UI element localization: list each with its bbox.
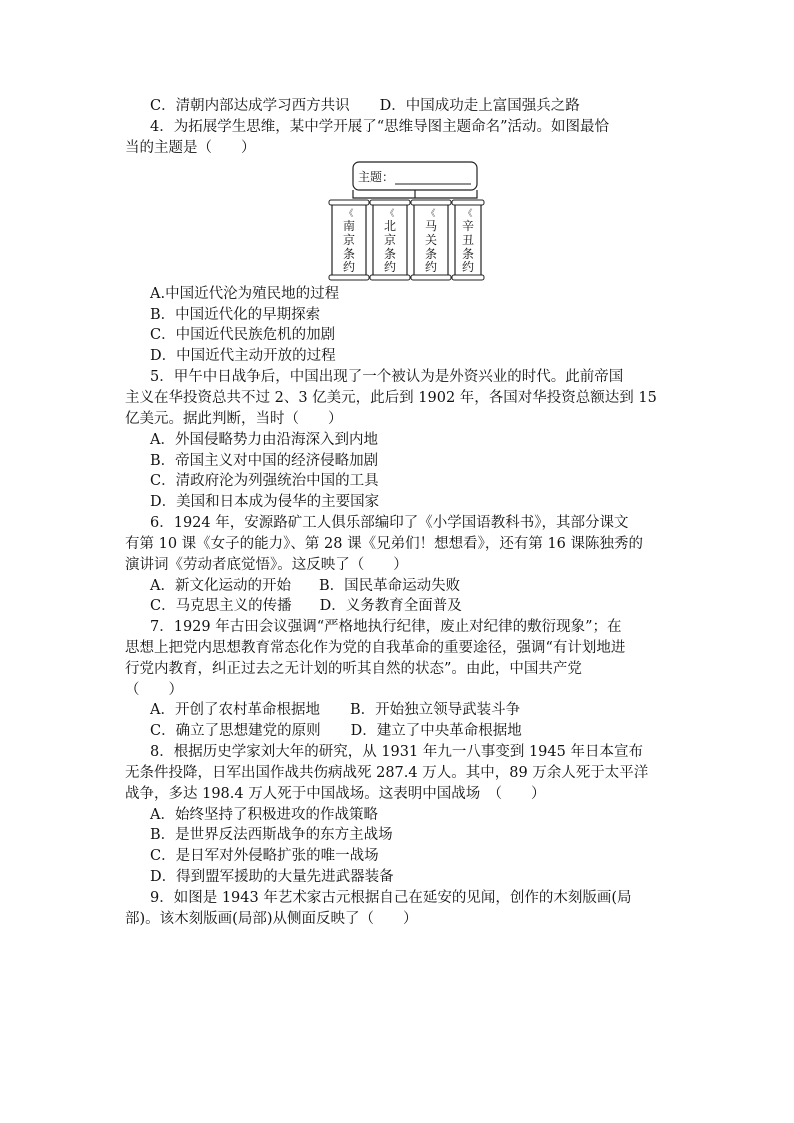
q6-stem-1: 6．1924 年，安源路矿工人俱乐部编印了《小学国语教科书》，其部分课文	[150, 515, 629, 531]
q3-options-cd	[150, 96, 580, 117]
svg-text:条: 条	[461, 247, 475, 261]
q9-stem-1: 9．如图是 1943 年艺术家古元根据自己在延安的见闻，创作的木刻版画(局	[150, 890, 632, 906]
q8-stem-1: 8．根据历史学家刘大年的研究，从 1931 年九一八事变到 1945 年日本宣布	[150, 744, 643, 760]
scroll-xinchou	[452, 200, 484, 280]
q4-option-c: C．中国近代民族危机的加剧	[150, 327, 336, 343]
q4-option-a: A.中国近代沦为殖民地的过程	[150, 286, 340, 302]
svg-text:丑: 丑	[461, 233, 475, 247]
q4-stem: 4．为拓展学生思维，某中学开展了“思维导图主题命名”活动。如图最恰	[150, 119, 610, 135]
q3-option-d: D．中国成功走上富国强兵之路	[379, 98, 580, 114]
q5-stem-2: 主义在华投资总共不过 2、3 亿美元，此后到 1902 年，各国对华投资总额达到 15	[125, 390, 657, 406]
q8-stem-3: 战争，多达 198.4 万人死于中国战场。这表明中国战场 （ ）	[125, 786, 546, 802]
q4-option-d: D．中国近代主动开放的过程	[150, 348, 336, 364]
q7-option-d: D．建立了中央革命根据地	[350, 723, 522, 739]
q5-option-b: B．帝国主义对中国的经济侵略加剧	[150, 453, 379, 469]
q6-option-d: D．义务教育全面普及	[319, 598, 462, 614]
svg-text:条: 条	[424, 247, 438, 261]
q7-stem-2: 思想上把党内思想教育常态化作为党的自我革命的重要途径，强调“有计划地进	[125, 640, 626, 656]
q6-options-ab	[150, 576, 460, 597]
q7-option-a: A．开创了农村革命根据地	[150, 702, 320, 718]
q3-option-c: C．清朝内部达成学习西方共识	[150, 98, 350, 114]
q4-option-b: B．中国近代化的早期探索	[150, 307, 321, 323]
svg-text:《: 《	[463, 209, 473, 219]
svg-text:北: 北	[383, 219, 397, 233]
q4-stem-cont: 当的主题是（ ）	[125, 140, 256, 156]
q9-stem-2: 部)。该木刻版画(局部)从侧面反映了（ ）	[125, 911, 418, 927]
q7-stem-4: （ ）	[125, 682, 183, 698]
svg-text:条: 条	[383, 247, 397, 261]
q8-option-b: B．是世界反法西斯战争的东方主战场	[150, 827, 393, 843]
q6-option-c: C．马克思主义的传播	[150, 598, 292, 614]
q5-stem-3: 亿美元。据此判断，当时（ ）	[125, 411, 343, 427]
svg-text:条: 条	[342, 247, 356, 261]
q5-option-a: A．外国侵略势力由沿海深入到内地	[150, 432, 378, 448]
q5-stem-1: 5．甲午中日战争后，中国出现了一个被认为是外资兴业的时代。此前帝国	[150, 369, 624, 385]
scroll-nanjing	[329, 200, 369, 280]
svg-text:约: 约	[424, 260, 438, 274]
q6-option-a: A．新文化运动的开始	[150, 578, 291, 594]
theme-label: 主题：	[358, 170, 395, 184]
scroll-text-1a: 南	[342, 219, 356, 233]
svg-text:辛: 辛	[461, 219, 475, 233]
q7-option-c: C．确立了思想建党的原则	[150, 723, 321, 739]
q7-stem-3: 行党内教育，纠正过去之无计划的听其自然的状态”。由此，中国共产党	[125, 661, 582, 677]
q8-stem-2: 无条件投降，日军出国作战共伤病战死 287.4 万人。其中，89 万余人死于太平洋	[125, 765, 649, 781]
svg-text:《: 《	[426, 209, 436, 219]
scroll-beijing	[370, 200, 410, 280]
svg-text:京: 京	[342, 233, 356, 247]
q7-options-ab	[150, 700, 520, 721]
svg-text:约: 约	[383, 260, 397, 274]
q5-option-d: D．美国和日本成为侵华的主要国家	[150, 494, 380, 510]
q8-option-d: D．得到盟军援助的大量先进武器装备	[150, 869, 394, 885]
svg-text:约: 约	[342, 260, 356, 274]
q8-option-c: C．是日军对外侵略扩张的唯一战场	[150, 848, 379, 864]
svg-text:马: 马	[424, 219, 438, 233]
q6-stem-3: 演讲词《劳动者底觉悟》。这反映了（ ）	[125, 557, 408, 573]
mind-map-figure	[325, 160, 485, 282]
svg-text:《: 《	[344, 209, 354, 219]
svg-text:京: 京	[383, 233, 397, 247]
scroll-maguan	[411, 200, 451, 280]
svg-text:关: 关	[424, 233, 438, 247]
q7-stem-1: 7．1929 年古田会议强调“严格地执行纪律，废止对纪律的敷衍现象”；在	[150, 619, 622, 635]
q5-option-c: C．清政府沦为列强统治中国的工具	[150, 473, 379, 489]
q7-options-cd	[150, 721, 522, 742]
q8-option-a: A．始终坚持了积极进攻的作战策略	[150, 807, 378, 823]
svg-text:约: 约	[461, 260, 475, 274]
q6-options-cd	[150, 596, 462, 617]
q6-option-b: B．国民革命运动失败	[318, 578, 461, 594]
svg-text:《: 《	[385, 209, 395, 219]
q7-option-b: B．开始独立领导武装斗争	[349, 702, 521, 718]
q6-stem-2: 有第 10 课《女子的能力》、第 28 课《兄弟们！想想看》，还有第 16 课陈独秀的	[125, 536, 644, 552]
